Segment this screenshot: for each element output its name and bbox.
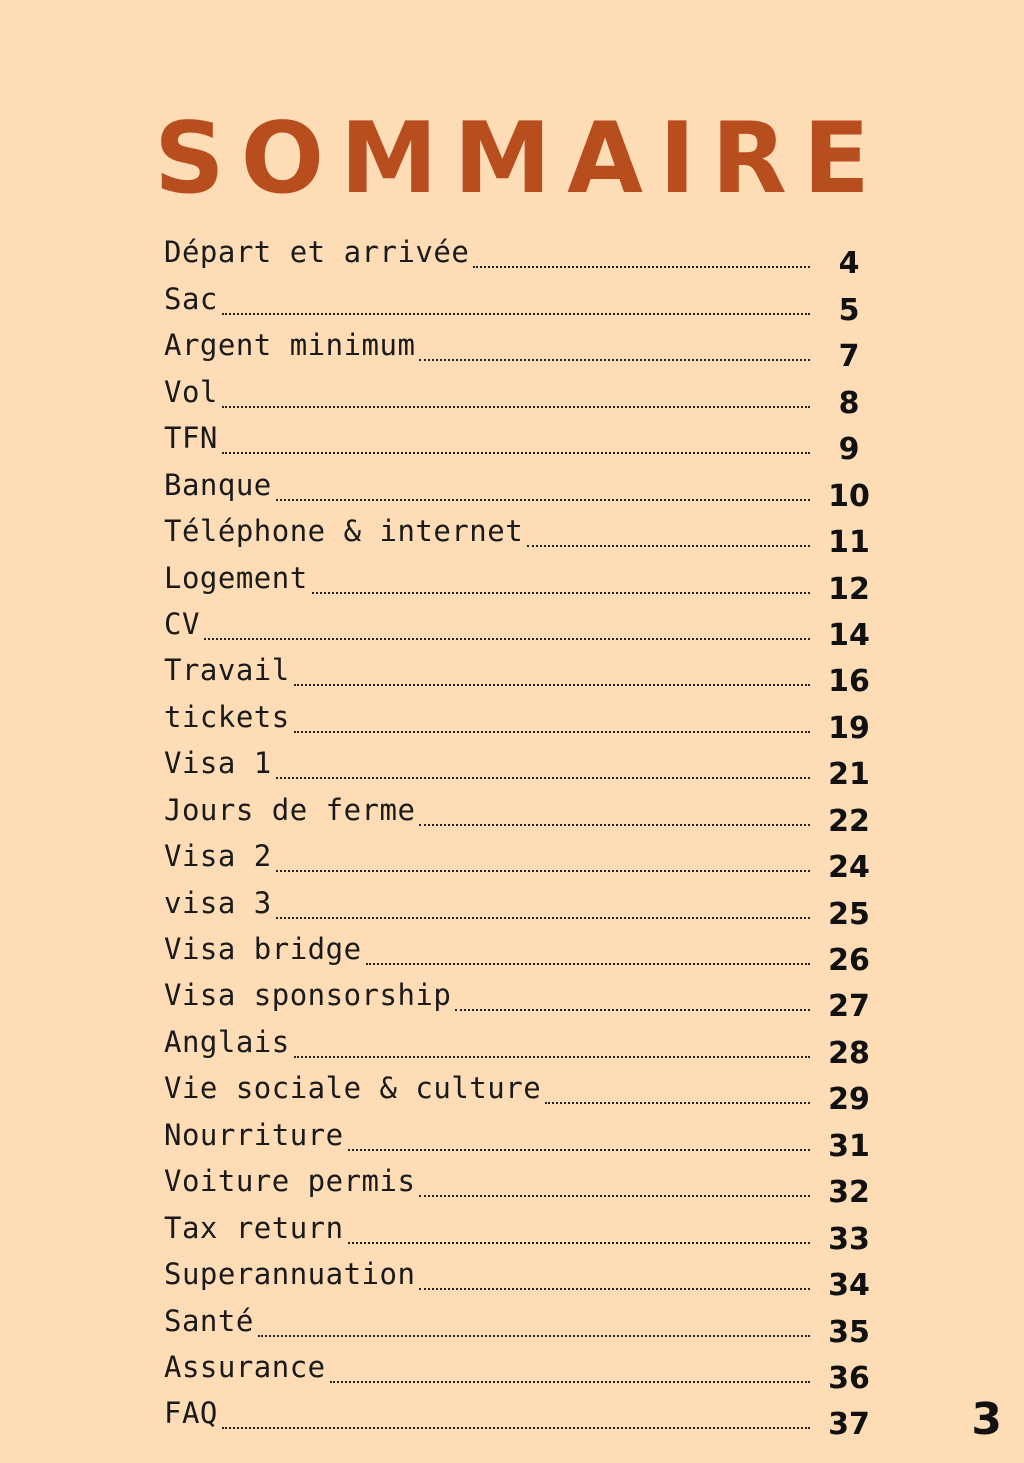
toc-entry-page: 32 xyxy=(828,1175,870,1211)
toc-entry[interactable] xyxy=(164,882,870,932)
toc-entry[interactable] xyxy=(164,557,870,607)
dotted-leader xyxy=(473,265,810,268)
dotted-leader xyxy=(222,312,810,315)
toc-entry[interactable] xyxy=(164,371,870,421)
dotted-leader xyxy=(330,1380,810,1383)
toc-entry[interactable] xyxy=(164,696,870,746)
dotted-leader xyxy=(419,1287,810,1290)
toc-entry[interactable] xyxy=(164,418,870,468)
toc-entry[interactable] xyxy=(164,836,870,886)
toc-entry[interactable] xyxy=(164,511,870,561)
toc-entry[interactable] xyxy=(164,325,870,375)
toc-entry-label: Travail xyxy=(164,653,290,688)
dotted-leader xyxy=(204,637,810,640)
dotted-leader xyxy=(276,916,810,919)
toc-entry[interactable] xyxy=(164,232,870,282)
toc-entry-label: Tax return xyxy=(164,1210,344,1245)
toc-entry-label: Banque xyxy=(164,467,272,502)
table-of-contents xyxy=(164,232,870,1443)
toc-entry-page: 34 xyxy=(828,1268,870,1304)
toc-entry-label: Vol xyxy=(164,374,218,409)
dotted-leader xyxy=(348,1148,810,1151)
toc-entry-label: Argent minimum xyxy=(164,328,416,363)
dotted-leader xyxy=(258,1334,810,1337)
toc-entry-page: 33 xyxy=(828,1221,870,1257)
toc-entry[interactable] xyxy=(164,743,870,793)
toc-entry-page: 8 xyxy=(838,385,860,421)
toc-entry-label: Téléphone & internet xyxy=(164,514,524,549)
toc-entry[interactable] xyxy=(164,1021,870,1071)
toc-entry-label: Jours de ferme xyxy=(164,792,416,827)
toc-entry-label: Vie sociale & culture xyxy=(164,1071,542,1106)
toc-entry-page: 25 xyxy=(828,896,870,932)
toc-entry-label: tickets xyxy=(164,699,290,734)
toc-entry[interactable] xyxy=(164,278,870,328)
toc-entry-page: 12 xyxy=(828,571,870,607)
dotted-leader xyxy=(527,544,810,547)
toc-entry-label: Visa 1 xyxy=(164,746,272,781)
toc-entry-label: CV xyxy=(164,606,200,641)
toc-entry-label: Superannuation xyxy=(164,1257,416,1292)
dotted-leader xyxy=(312,591,810,594)
toc-entry-page: 21 xyxy=(828,757,870,793)
toc-entry-page: 35 xyxy=(828,1314,870,1350)
toc-entry-label: Nourriture xyxy=(164,1117,344,1152)
toc-entry[interactable] xyxy=(164,929,870,978)
toc-entry-page: 5 xyxy=(838,292,860,328)
toc-entry[interactable] xyxy=(164,650,870,700)
toc-entry-page: 10 xyxy=(828,478,870,514)
toc-entry-label: Voiture permis xyxy=(164,1164,416,1199)
dotted-leader xyxy=(222,451,810,454)
toc-entry-page: 31 xyxy=(828,1128,870,1164)
dotted-leader xyxy=(276,776,810,779)
dotted-leader xyxy=(348,1241,810,1244)
toc-entry-page: 19 xyxy=(828,710,870,746)
toc-entry-label: Logement xyxy=(164,560,308,595)
toc-entry-page: 16 xyxy=(828,664,870,700)
toc-entry[interactable] xyxy=(164,1207,870,1257)
toc-entry[interactable] xyxy=(164,1254,870,1304)
toc-entry-page: 37 xyxy=(828,1407,870,1443)
dotted-leader xyxy=(455,1008,810,1011)
toc-entry[interactable] xyxy=(164,604,870,653)
toc-entry-page: 11 xyxy=(828,525,870,561)
toc-entry[interactable] xyxy=(164,1114,870,1164)
toc-entry-label: FAQ xyxy=(164,1396,218,1431)
toc-entry-label: visa 3 xyxy=(164,885,272,920)
toc-entry[interactable] xyxy=(164,1300,870,1350)
dotted-leader xyxy=(222,1426,810,1429)
dotted-leader xyxy=(366,962,810,965)
toc-entry-label: Anglais xyxy=(164,1024,290,1059)
dotted-leader xyxy=(419,358,810,361)
toc-entry-page: 24 xyxy=(828,850,870,886)
dotted-leader xyxy=(419,1194,810,1197)
toc-entry-page: 22 xyxy=(828,803,870,839)
toc-entry-label: Santé xyxy=(164,1303,254,1338)
toc-entry-label: Visa bridge xyxy=(164,932,362,966)
toc-entry-page: 9 xyxy=(838,432,860,468)
toc-entry[interactable] xyxy=(164,789,870,839)
dotted-leader xyxy=(294,1055,810,1058)
dotted-leader xyxy=(294,683,810,686)
toc-entry-label: Sac xyxy=(164,281,218,316)
toc-entry[interactable] xyxy=(164,1347,870,1396)
toc-entry-page: 4 xyxy=(838,246,860,282)
toc-entry[interactable] xyxy=(164,1068,870,1118)
toc-entry-label: Assurance xyxy=(164,1349,326,1384)
dotted-leader xyxy=(545,1101,810,1104)
toc-entry-page: 27 xyxy=(828,989,870,1025)
toc-entry-page: 28 xyxy=(828,1035,870,1071)
dotted-leader xyxy=(276,498,810,501)
toc-entry[interactable] xyxy=(164,1161,870,1211)
toc-entry-page: 14 xyxy=(828,617,870,653)
toc-entry-page: 36 xyxy=(828,1360,870,1396)
toc-entry[interactable] xyxy=(164,1393,870,1443)
toc-entry[interactable] xyxy=(164,464,870,514)
page-number: 3 xyxy=(971,1394,1002,1445)
toc-entry-page: 26 xyxy=(828,943,870,978)
page-title: SOMMAIRE xyxy=(154,101,886,216)
toc-entry[interactable] xyxy=(164,975,870,1025)
dotted-leader xyxy=(419,823,810,826)
toc-entry-page: 7 xyxy=(838,339,860,375)
dotted-leader xyxy=(276,869,810,872)
toc-entry-label: Départ et arrivée xyxy=(164,235,470,270)
toc-entry-page: 29 xyxy=(828,1082,870,1118)
toc-entry-label: Visa sponsorship xyxy=(164,978,452,1013)
dotted-leader xyxy=(222,405,810,408)
toc-entry-label: TFN xyxy=(164,421,218,456)
dotted-leader xyxy=(294,730,810,733)
toc-entry-label: Visa 2 xyxy=(164,839,272,874)
